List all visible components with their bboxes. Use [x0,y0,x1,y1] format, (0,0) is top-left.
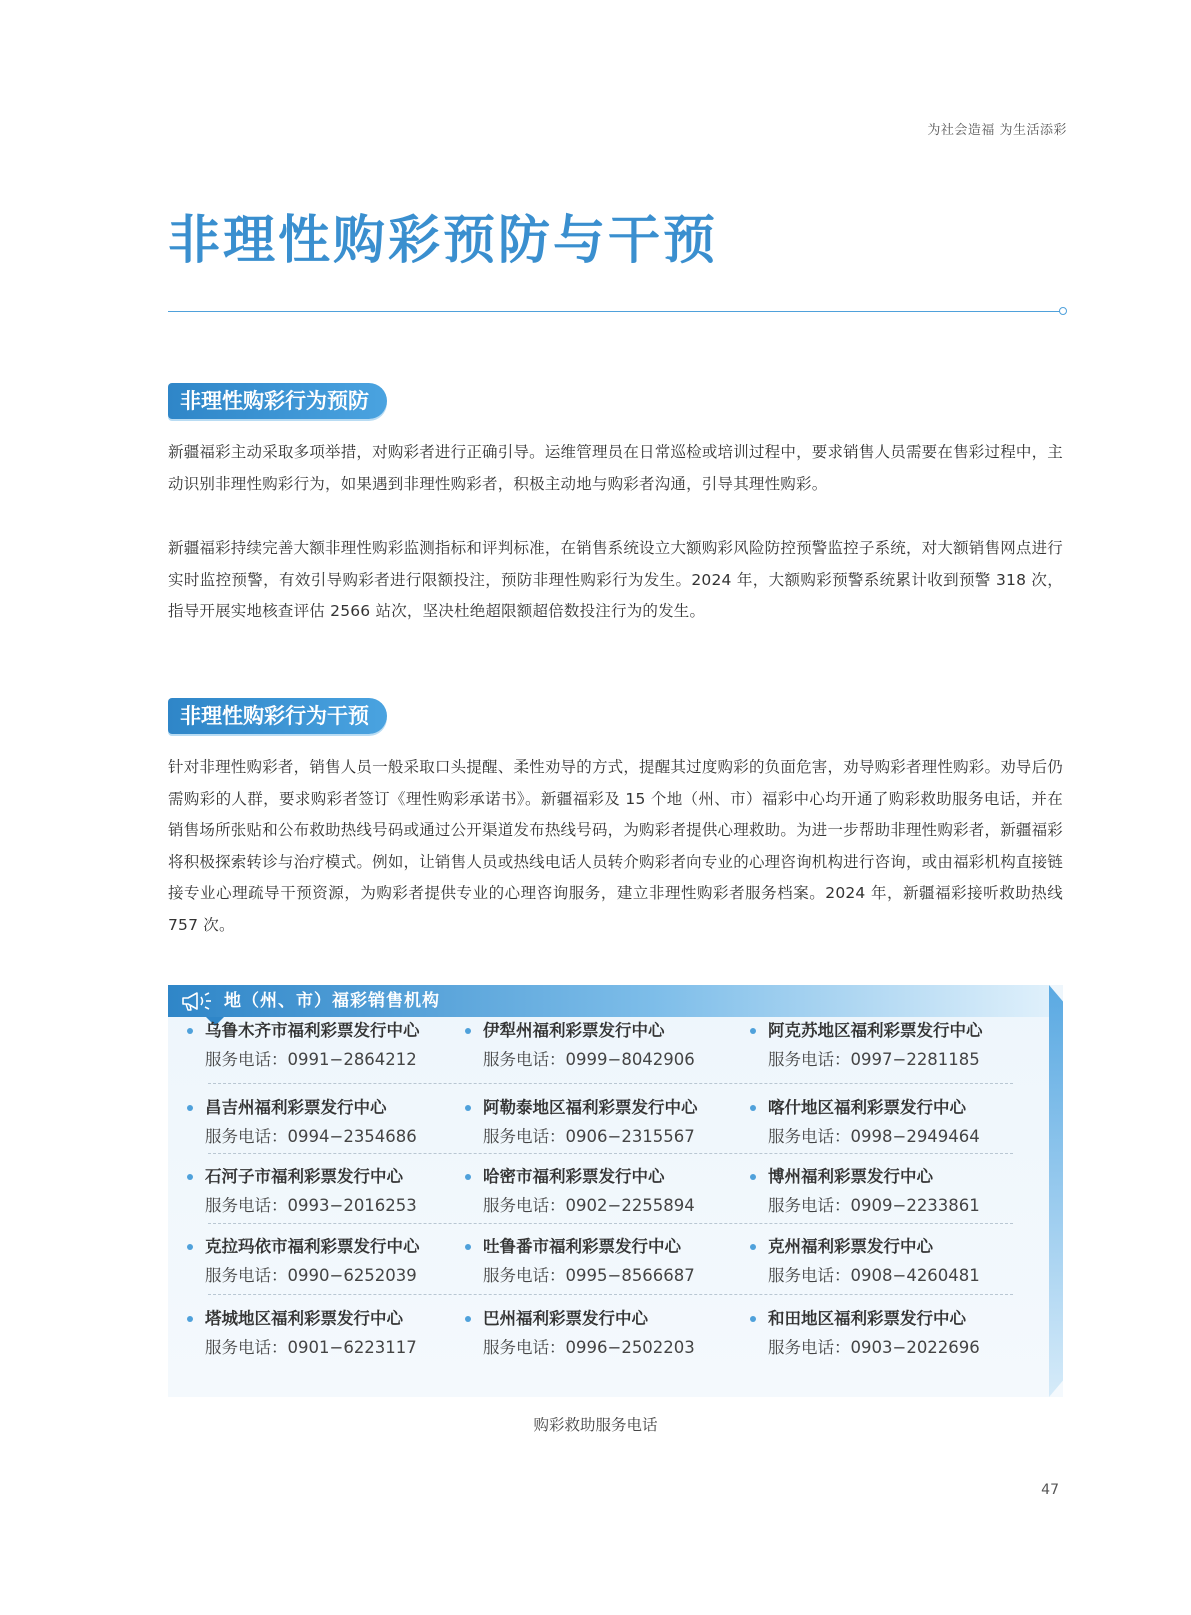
center-name: 昌吉州福利彩票发行中心 [205,1098,387,1117]
bullet-icon [187,1316,193,1322]
service-phone: 服务电话：0908−4260481 [768,1266,980,1285]
contact-entry [768,1165,1058,1218]
contact-box [168,985,1063,1397]
center-name: 哈密市福利彩票发行中心 [483,1167,665,1186]
service-phone: 服务电话：0903−2022696 [768,1338,980,1357]
contact-entry [205,1019,495,1072]
service-phone: 服务电话：0901−6223117 [205,1338,417,1357]
service-phone: 服务电话：0991−2864212 [205,1050,417,1069]
center-name: 克拉玛依市福利彩票发行中心 [205,1237,420,1256]
bullet-icon [465,1028,471,1034]
center-name: 塔城地区福利彩票发行中心 [205,1309,403,1328]
page-number: 47 [1041,1482,1059,1498]
bullet-icon [465,1105,471,1111]
center-name: 吐鲁番市福利彩票发行中心 [483,1237,681,1256]
center-name: 伊犁州福利彩票发行中心 [483,1021,665,1040]
bullet-icon [187,1105,193,1111]
row-divider [208,1153,1013,1154]
megaphone-icon [180,990,214,1012]
header-tagline: 为社会造福 为生活添彩 [927,123,1067,138]
service-phone: 服务电话：0996−2502203 [483,1338,695,1357]
bullet-icon [187,1028,193,1034]
center-name: 巴州福利彩票发行中心 [483,1309,648,1328]
service-phone: 服务电话：0997−2281185 [768,1050,980,1069]
contact-entry [768,1235,1058,1288]
prevention-paragraph-1: 新疆福彩主动采取多项举措，对购彩者进行正确引导。运维管理员在日常巡检或培训过程中，要求销售人员需要在售彩过程中，主动识别非理性购彩行为，如果遇到非理性购彩者，积极主动地与购彩者沟通，引导其理性购彩。 [168,443,1063,493]
section-heading-intervention: 非理性购彩行为干预 [168,698,387,734]
service-phone: 服务电话：0998−2949464 [768,1127,980,1146]
contact-entry [768,1307,1058,1360]
contact-box-title: 地（州、市）福彩销售机构 [224,991,440,1011]
contact-entry [205,1165,495,1218]
bullet-icon [750,1028,756,1034]
service-phone: 服务电话：0994−2354686 [205,1127,417,1146]
contact-entry [483,1096,773,1149]
bullet-icon [750,1244,756,1250]
contact-entry [205,1235,495,1288]
center-name: 阿勒泰地区福利彩票发行中心 [483,1098,698,1117]
center-name: 乌鲁木齐市福利彩票发行中心 [205,1021,420,1040]
row-divider [208,1223,1013,1224]
service-phone: 服务电话：0995−8566687 [483,1266,695,1285]
contact-entry [483,1165,773,1218]
box-caption: 购彩救助服务电话 [533,1416,658,1434]
page-title: 非理性购彩预防与干预 [168,210,719,271]
bullet-icon [187,1244,193,1250]
service-phone: 服务电话：0990−6252039 [205,1266,417,1285]
center-name: 石河子市福利彩票发行中心 [205,1167,403,1186]
section-heading-prevention: 非理性购彩行为预防 [168,383,387,419]
bullet-icon [750,1316,756,1322]
prevention-paragraph-2: 新疆福彩持续完善大额非理性购彩监测指标和评判标准，在销售系统设立大额购彩风险防控预警监控子系统，对大额销售网点进行实时监控预警，有效引导购彩者进行限额投注，预防非理性购彩行为发生。2024 年，大额购彩预警系统累计收到预警 318 次，指导开展实地核查评估 2566 站次，坚决杜绝超限额超倍数投注行为的发生。 [168,539,1063,620]
contact-entry [483,1235,773,1288]
bullet-icon [750,1174,756,1180]
center-name: 和田地区福利彩票发行中心 [768,1309,966,1328]
contact-box-header [168,985,1049,1017]
contact-entry [205,1096,495,1149]
service-phone: 服务电话：0909−2233861 [768,1196,980,1215]
row-divider [208,1083,1013,1084]
service-phone: 服务电话：0993−2016253 [205,1196,417,1215]
service-phone: 服务电话：0902−2255894 [483,1196,695,1215]
center-name: 喀什地区福利彩票发行中心 [768,1098,966,1117]
center-name: 阿克苏地区福利彩票发行中心 [768,1021,983,1040]
service-phone: 服务电话：0999−8042906 [483,1050,695,1069]
contact-entry [483,1019,773,1072]
contact-entry [483,1307,773,1360]
bullet-icon [465,1244,471,1250]
row-divider [208,1294,1013,1295]
bullet-icon [750,1105,756,1111]
bullet-icon [465,1174,471,1180]
title-divider-dot [1059,307,1067,315]
center-name: 博州福利彩票发行中心 [768,1167,933,1186]
center-name: 克州福利彩票发行中心 [768,1237,933,1256]
title-divider [168,311,1063,312]
service-phone: 服务电话：0906−2315567 [483,1127,695,1146]
bullet-icon [465,1316,471,1322]
contact-entry [768,1096,1058,1149]
intervention-paragraph: 针对非理性购彩者，销售人员一般采取口头提醒、柔性劝导的方式，提醒其过度购彩的负面危害，劝导购彩者理性购彩。劝导后仍需购彩的人群，要求购彩者签订《理性购彩承诺书》。新疆福彩及 15 个地（州、市）福彩中心均开通了购彩救助服务电话，并在销售场所张贴和公布救助热线号码或通过公开渠道发布热线号码，为购彩者提供心理救助。为进一步帮助非理性购彩者，新疆福彩将积极探索转诊与治疗模式。例如，让销售人员或热线电话人员转介购彩者向专业的心理咨询机构进行咨询，或由福彩机构直接链接专业心理疏导干预资源，为购彩者提供专业的心理咨询服务，建立非理性购彩者服务档案。2024 年，新疆福彩接听救助热线 757 次。 [168,758,1063,934]
contact-entry [205,1307,495,1360]
contact-entry [768,1019,1058,1072]
bullet-icon [187,1174,193,1180]
